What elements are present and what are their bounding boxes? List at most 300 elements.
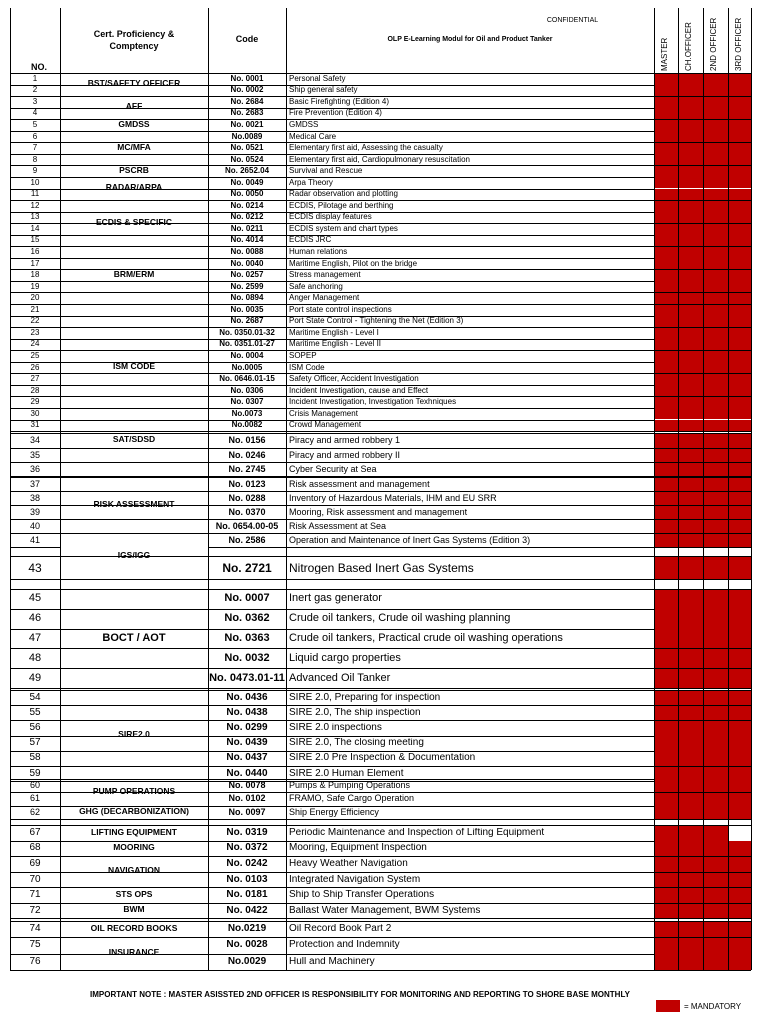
grid-hline bbox=[10, 519, 751, 520]
mandatory-mark bbox=[655, 131, 678, 142]
mandatory-mark bbox=[704, 212, 728, 223]
mandatory-mark bbox=[655, 339, 678, 350]
module-title: Liquid cargo properties bbox=[289, 652, 401, 664]
row-number: 36 bbox=[29, 464, 40, 474]
grid-hline bbox=[10, 491, 751, 492]
module-code: No. 0181 bbox=[226, 889, 268, 900]
mandatory-mark bbox=[679, 408, 703, 419]
mandatory-mark bbox=[679, 397, 703, 408]
module-title: FRAMO, Safe Cargo Operation bbox=[289, 794, 415, 804]
header-confidential: CONFIDENTIAL bbox=[546, 17, 599, 24]
module-title: Crisis Management bbox=[289, 409, 358, 418]
module-title: Ship Energy Efficiency bbox=[289, 807, 379, 817]
grid-hline bbox=[208, 547, 751, 548]
grid-hline bbox=[10, 921, 751, 922]
mandatory-mark bbox=[679, 506, 703, 520]
module-code: No. 0212 bbox=[230, 213, 264, 222]
mandatory-mark bbox=[655, 258, 678, 269]
mandatory-mark bbox=[704, 201, 728, 212]
mandatory-mark bbox=[679, 938, 703, 954]
mandatory-mark bbox=[704, 154, 728, 165]
module-title: ECDIS display features bbox=[289, 213, 372, 222]
mandatory-mark bbox=[704, 131, 728, 142]
mandatory-mark bbox=[655, 780, 678, 793]
mandatory-mark bbox=[655, 793, 678, 806]
mandatory-mark bbox=[679, 108, 703, 119]
mandatory-mark bbox=[679, 374, 703, 385]
module-code: No. 0307 bbox=[230, 398, 264, 407]
competency-category: BST/SAFETY OFFICER bbox=[87, 78, 181, 89]
row-number: 2 bbox=[32, 86, 38, 95]
mandatory-mark bbox=[704, 938, 728, 954]
mandatory-mark bbox=[655, 143, 678, 154]
grid-hline bbox=[10, 431, 60, 432]
mandatory-mark bbox=[679, 669, 703, 688]
mandatory-mark bbox=[655, 449, 678, 463]
module-title: Crude oil tankers, Crude oil washing planning bbox=[289, 613, 511, 625]
mandatory-mark bbox=[679, 649, 703, 668]
module-code: No. 0299 bbox=[226, 723, 268, 733]
mandatory-mark bbox=[655, 590, 678, 609]
mandatory-mark bbox=[679, 293, 703, 304]
mandatory-mark bbox=[655, 922, 678, 938]
mandatory-mark bbox=[704, 397, 728, 408]
mandatory-mark bbox=[729, 177, 751, 188]
mandatory-mark bbox=[679, 328, 703, 339]
module-title: Fire Prevention (Edition 4) bbox=[289, 109, 382, 118]
mandatory-mark bbox=[729, 74, 751, 85]
mandatory-mark bbox=[655, 97, 678, 108]
row-number: 15 bbox=[30, 236, 40, 245]
important-note: IMPORTANT NOTE : MASTER ASISSTED 2ND OFFICER IS RESPONSIBILITY FOR MONITORING AND REPORTING TO SHORE BASE MONTHLY bbox=[90, 990, 630, 999]
mandatory-mark bbox=[729, 258, 751, 269]
module-code: No. 0362 bbox=[224, 613, 270, 625]
module-title: ECDIS JRC bbox=[289, 236, 332, 245]
row-number: 4 bbox=[32, 109, 38, 118]
module-code: No. 2599 bbox=[230, 282, 264, 291]
row-number: 40 bbox=[29, 521, 40, 531]
mandatory-mark bbox=[655, 609, 678, 628]
grid-hline bbox=[10, 856, 751, 857]
header-cert: Cert. Proficiency & Comptency bbox=[93, 29, 175, 52]
mandatory-mark bbox=[704, 806, 728, 819]
mandatory-mark bbox=[704, 97, 728, 108]
mandatory-mark bbox=[655, 534, 678, 548]
competency-category: BWM bbox=[123, 904, 145, 915]
mandatory-mark bbox=[655, 328, 678, 339]
row-number: 59 bbox=[29, 768, 41, 779]
module-title: Advanced Oil Tanker bbox=[289, 672, 391, 684]
mandatory-mark bbox=[704, 841, 728, 856]
module-code: No. 0436 bbox=[226, 692, 268, 703]
mandatory-mark bbox=[655, 434, 678, 449]
row-number: 22 bbox=[30, 317, 40, 326]
mandatory-mark bbox=[655, 316, 678, 327]
module-code: No. 2586 bbox=[228, 535, 266, 545]
mandatory-mark bbox=[704, 385, 728, 396]
mandatory-mark bbox=[729, 212, 751, 223]
mandatory-mark bbox=[679, 420, 703, 431]
grid-hline bbox=[10, 688, 60, 689]
module-code: No. 2683 bbox=[230, 109, 264, 118]
mandatory-mark bbox=[655, 873, 678, 888]
mandatory-mark bbox=[679, 463, 703, 477]
row-number: 58 bbox=[29, 753, 41, 764]
row-number: 48 bbox=[28, 652, 42, 664]
mandatory-mark bbox=[655, 954, 678, 970]
mandatory-legend-label: = MANDATORY bbox=[684, 1003, 742, 1011]
module-code: No. 2687 bbox=[230, 317, 264, 326]
module-code: No. 0097 bbox=[228, 807, 266, 817]
mandatory-mark bbox=[704, 706, 728, 721]
mandatory-mark bbox=[729, 305, 751, 316]
row-number: 55 bbox=[29, 707, 41, 718]
row-number: 7 bbox=[32, 144, 38, 153]
module-code: No.0082 bbox=[231, 421, 263, 430]
row-number: 26 bbox=[30, 363, 40, 372]
row-number: 46 bbox=[28, 613, 42, 625]
module-title: Ship to Ship Transfer Operations bbox=[289, 889, 435, 900]
module-code: No. 0028 bbox=[226, 940, 268, 951]
module-code: No. 0521 bbox=[230, 144, 264, 153]
row-number: 45 bbox=[28, 593, 42, 605]
module-code: No. 0257 bbox=[230, 271, 264, 280]
mandatory-mark bbox=[679, 449, 703, 463]
mandatory-mark bbox=[655, 806, 678, 819]
mandatory-mark bbox=[704, 189, 728, 200]
header-code: Code bbox=[235, 34, 259, 44]
mandatory-mark bbox=[704, 492, 728, 506]
mandatory-mark bbox=[679, 629, 703, 648]
row-number: 12 bbox=[30, 201, 40, 210]
module-title: Stress management bbox=[289, 271, 361, 280]
grid-hline bbox=[60, 781, 208, 782]
mandatory-mark bbox=[729, 492, 751, 506]
mandatory-mark bbox=[704, 520, 728, 534]
mandatory-mark bbox=[704, 339, 728, 350]
mandatory-mark bbox=[679, 154, 703, 165]
grid-hline bbox=[60, 579, 208, 580]
module-code: No. 2684 bbox=[230, 97, 264, 106]
mandatory-mark bbox=[704, 669, 728, 688]
mandatory-mark bbox=[655, 826, 678, 841]
mandatory-mark bbox=[679, 85, 703, 96]
mandatory-mark bbox=[704, 557, 728, 580]
row-number: 3 bbox=[32, 97, 38, 106]
mandatory-mark bbox=[704, 74, 728, 85]
mandatory-mark bbox=[655, 235, 678, 246]
mandatory-mark bbox=[655, 938, 678, 954]
mandatory-mark bbox=[729, 922, 751, 938]
module-title: SIRE 2.0 Pre Inspection & Documentation bbox=[289, 753, 476, 764]
mandatory-mark bbox=[704, 362, 728, 373]
mandatory-mark bbox=[704, 888, 728, 903]
mandatory-mark bbox=[729, 793, 751, 806]
grid-hline bbox=[10, 579, 60, 580]
module-code: No.0219 bbox=[227, 924, 267, 935]
mandatory-mark bbox=[679, 339, 703, 350]
grid-hline bbox=[208, 431, 751, 432]
grid-hline bbox=[208, 819, 751, 820]
row-number: 39 bbox=[29, 507, 40, 517]
mandatory-mark bbox=[729, 841, 751, 856]
row-number: 28 bbox=[30, 386, 40, 395]
mandatory-mark bbox=[729, 235, 751, 246]
module-title: Safety Officer, Accident Investigation bbox=[289, 375, 419, 384]
mandatory-mark bbox=[679, 691, 703, 706]
header-module-title: OLP E-Learning Modul for Oil and Product Tanker bbox=[387, 36, 553, 43]
module-code: No. 0050 bbox=[230, 190, 264, 199]
module-title: Inert gas generator bbox=[289, 593, 382, 605]
mandatory-mark bbox=[729, 434, 751, 449]
mandatory-mark bbox=[704, 922, 728, 938]
mandatory-mark bbox=[655, 478, 678, 492]
mandatory-mark bbox=[704, 374, 728, 385]
grid-hline bbox=[10, 705, 751, 706]
mandatory-legend-swatch bbox=[656, 1000, 680, 1012]
module-title: Mooring, Risk assessment and management bbox=[289, 507, 468, 517]
mandatory-mark bbox=[679, 492, 703, 506]
mandatory-mark bbox=[655, 751, 678, 766]
module-title: ECDIS, Pilotage and berthing bbox=[289, 201, 394, 210]
row-number: 8 bbox=[32, 155, 38, 164]
mandatory-mark bbox=[729, 281, 751, 292]
mandatory-mark bbox=[729, 736, 751, 751]
mandatory-mark bbox=[704, 721, 728, 736]
mandatory-mark bbox=[679, 751, 703, 766]
module-code: No. 0078 bbox=[228, 781, 266, 791]
mandatory-mark bbox=[655, 201, 678, 212]
competency-category: SIRE2.0 bbox=[118, 729, 150, 740]
module-code: No. 0363 bbox=[224, 633, 270, 644]
mandatory-mark bbox=[679, 385, 703, 396]
mandatory-mark bbox=[655, 351, 678, 362]
row-number: 16 bbox=[30, 248, 40, 257]
module-code: No. 4014 bbox=[230, 236, 264, 245]
row-number: 19 bbox=[30, 282, 40, 291]
module-title: Port State Control - Tightening the Net (Edition 3) bbox=[289, 317, 464, 326]
module-title: Crude oil tankers, Practical crude oil washing operations bbox=[289, 633, 563, 644]
row-number: 37 bbox=[29, 479, 40, 489]
row-number: 34 bbox=[29, 436, 40, 445]
mandatory-mark bbox=[704, 449, 728, 463]
rank-header: 3RD OFFICER bbox=[734, 17, 743, 71]
row-number: 13 bbox=[30, 213, 40, 222]
mandatory-mark bbox=[729, 328, 751, 339]
row-number: 21 bbox=[30, 305, 40, 314]
mandatory-mark bbox=[679, 557, 703, 580]
mandatory-mark bbox=[655, 691, 678, 706]
module-title: Maritime English, Pilot on the bridge bbox=[289, 259, 418, 268]
module-title: Inventory of Hazardous Materials, IHM and EU SRR bbox=[289, 493, 497, 503]
mandatory-mark bbox=[729, 131, 751, 142]
row-number: 27 bbox=[30, 375, 40, 384]
module-title: Maritime English - Level I bbox=[289, 328, 379, 337]
module-code: No. 0319 bbox=[226, 827, 268, 838]
module-title: Arpa Theory bbox=[289, 178, 333, 187]
module-code: No. 0002 bbox=[230, 86, 264, 95]
mandatory-mark bbox=[729, 721, 751, 736]
module-title: Ballast Water Management, BWM Systems bbox=[289, 905, 481, 916]
mandatory-mark bbox=[679, 166, 703, 177]
mandatory-mark bbox=[729, 374, 751, 385]
grid-hline bbox=[10, 547, 60, 548]
row-number: 56 bbox=[29, 723, 41, 733]
mandatory-mark bbox=[655, 463, 678, 477]
mandatory-mark bbox=[729, 166, 751, 177]
mandatory-mark bbox=[704, 247, 728, 258]
module-title: Pumps & Pumping Operations bbox=[289, 781, 411, 791]
module-title: Periodic Maintenance and Inspection of Lifting Equipment bbox=[289, 827, 545, 838]
module-title: Crowd Management bbox=[289, 421, 362, 430]
row-number: 17 bbox=[30, 259, 40, 268]
mandatory-mark bbox=[704, 506, 728, 520]
mandatory-mark bbox=[704, 305, 728, 316]
mandatory-mark bbox=[729, 270, 751, 281]
mandatory-mark bbox=[655, 120, 678, 131]
row-number: 31 bbox=[30, 421, 40, 430]
row-number: 14 bbox=[30, 224, 40, 233]
mandatory-mark bbox=[704, 954, 728, 970]
competency-category: RISK ASSESSMENT bbox=[93, 498, 175, 509]
mandatory-mark bbox=[655, 706, 678, 721]
row-number: 5 bbox=[32, 120, 38, 129]
grid-hline bbox=[208, 918, 751, 919]
grid-hline bbox=[10, 668, 751, 669]
mandatory-mark bbox=[729, 478, 751, 492]
mandatory-mark bbox=[679, 793, 703, 806]
mandatory-mark bbox=[679, 316, 703, 327]
mandatory-mark bbox=[655, 669, 678, 688]
competency-category: LIFTING EQUIPMENT bbox=[91, 826, 177, 837]
mandatory-mark bbox=[655, 270, 678, 281]
grid-hline bbox=[10, 648, 751, 649]
competency-category: GMDSS bbox=[118, 118, 150, 129]
row-number: 54 bbox=[29, 692, 41, 703]
module-code: No. 0004 bbox=[230, 351, 264, 360]
grid-hline bbox=[10, 766, 751, 767]
mandatory-mark bbox=[704, 316, 728, 327]
mandatory-mark bbox=[679, 74, 703, 85]
grid-hline bbox=[208, 688, 751, 689]
mandatory-mark bbox=[655, 224, 678, 235]
mandatory-mark bbox=[704, 904, 728, 919]
competency-category: INSURANCE bbox=[108, 947, 160, 958]
mandatory-mark bbox=[679, 189, 703, 200]
module-title: Safe anchoring bbox=[289, 282, 343, 291]
mandatory-mark bbox=[679, 534, 703, 548]
mandatory-mark bbox=[729, 362, 751, 373]
mandatory-mark bbox=[729, 669, 751, 688]
mandatory-mark bbox=[704, 85, 728, 96]
mandatory-mark bbox=[729, 649, 751, 668]
module-code: No. 0422 bbox=[226, 905, 268, 916]
grid-hline bbox=[10, 903, 751, 904]
grid-hline bbox=[60, 918, 208, 919]
row-number: 72 bbox=[29, 905, 41, 916]
module-code: No. 0246 bbox=[228, 450, 266, 460]
grid-hline bbox=[10, 720, 751, 721]
module-title: Integrated Navigation System bbox=[289, 874, 421, 885]
mandatory-mark bbox=[679, 904, 703, 919]
module-title: Anger Management bbox=[289, 294, 360, 303]
module-title: Operation and Maintenance of Inert Gas Systems (Edition 3) bbox=[289, 535, 531, 545]
module-code: No.0089 bbox=[231, 132, 263, 141]
module-code: No. 2721 bbox=[222, 561, 272, 574]
row-number: 25 bbox=[30, 351, 40, 360]
mandatory-mark bbox=[679, 281, 703, 292]
mandatory-mark bbox=[679, 212, 703, 223]
module-title: SIRE 2.0, The closing meeting bbox=[289, 738, 424, 749]
mandatory-mark bbox=[655, 841, 678, 856]
mandatory-mark bbox=[729, 706, 751, 721]
mandatory-mark bbox=[655, 85, 678, 96]
row-number: 1 bbox=[32, 74, 38, 83]
mandatory-mark bbox=[655, 305, 678, 316]
row-number: 49 bbox=[28, 672, 42, 684]
mandatory-mark bbox=[679, 857, 703, 872]
module-title: SIRE 2.0 Human Element bbox=[289, 768, 404, 779]
mandatory-mark bbox=[679, 706, 703, 721]
mandatory-mark bbox=[704, 609, 728, 628]
module-title: Hull and Machinery bbox=[289, 956, 375, 967]
mandatory-mark bbox=[655, 888, 678, 903]
mandatory-mark bbox=[704, 463, 728, 477]
module-code: No. 0654.00-05 bbox=[215, 521, 279, 531]
module-code: No. 0001 bbox=[230, 74, 264, 83]
mandatory-mark bbox=[704, 258, 728, 269]
module-code: No.0005 bbox=[231, 363, 263, 372]
mandatory-mark bbox=[729, 904, 751, 919]
mandatory-mark bbox=[704, 434, 728, 449]
grid-hline bbox=[10, 477, 751, 478]
mandatory-mark bbox=[679, 258, 703, 269]
mandatory-mark bbox=[729, 224, 751, 235]
module-title: Elementary first aid, Assessing the casualty bbox=[289, 144, 443, 153]
module-title: SIRE 2.0 inspections bbox=[289, 723, 382, 733]
rank-header: 2ND OFFICER bbox=[709, 17, 718, 71]
module-code: No.0029 bbox=[227, 956, 267, 967]
mandatory-mark bbox=[655, 281, 678, 292]
module-title: Cyber Security at Sea bbox=[289, 464, 377, 474]
module-code: No. 0035 bbox=[230, 305, 264, 314]
row-number: 43 bbox=[28, 561, 42, 574]
module-code: No. 0473.01-11 bbox=[209, 672, 285, 684]
mandatory-mark bbox=[704, 177, 728, 188]
mandatory-mark bbox=[704, 328, 728, 339]
competency-category: AFF bbox=[125, 101, 143, 112]
mandatory-mark bbox=[704, 780, 728, 793]
mandatory-mark bbox=[729, 557, 751, 580]
grid-hline bbox=[10, 533, 751, 534]
mandatory-mark bbox=[729, 85, 751, 96]
mandatory-mark bbox=[704, 351, 728, 362]
mandatory-mark bbox=[679, 131, 703, 142]
mandatory-mark bbox=[729, 806, 751, 819]
row-number: 74 bbox=[29, 924, 41, 935]
row-number: 69 bbox=[29, 858, 41, 869]
mandatory-mark bbox=[679, 520, 703, 534]
module-code: No. 0438 bbox=[226, 707, 268, 718]
row-number: 24 bbox=[30, 340, 40, 349]
mandatory-mark bbox=[729, 520, 751, 534]
mandatory-mark bbox=[729, 316, 751, 327]
module-code: No.0073 bbox=[231, 409, 263, 418]
mandatory-mark bbox=[704, 691, 728, 706]
module-title: Elementary first aid, Cardiopulmonary resuscitation bbox=[289, 155, 470, 164]
mandatory-mark bbox=[729, 506, 751, 520]
module-title: GMDSS bbox=[289, 120, 319, 129]
